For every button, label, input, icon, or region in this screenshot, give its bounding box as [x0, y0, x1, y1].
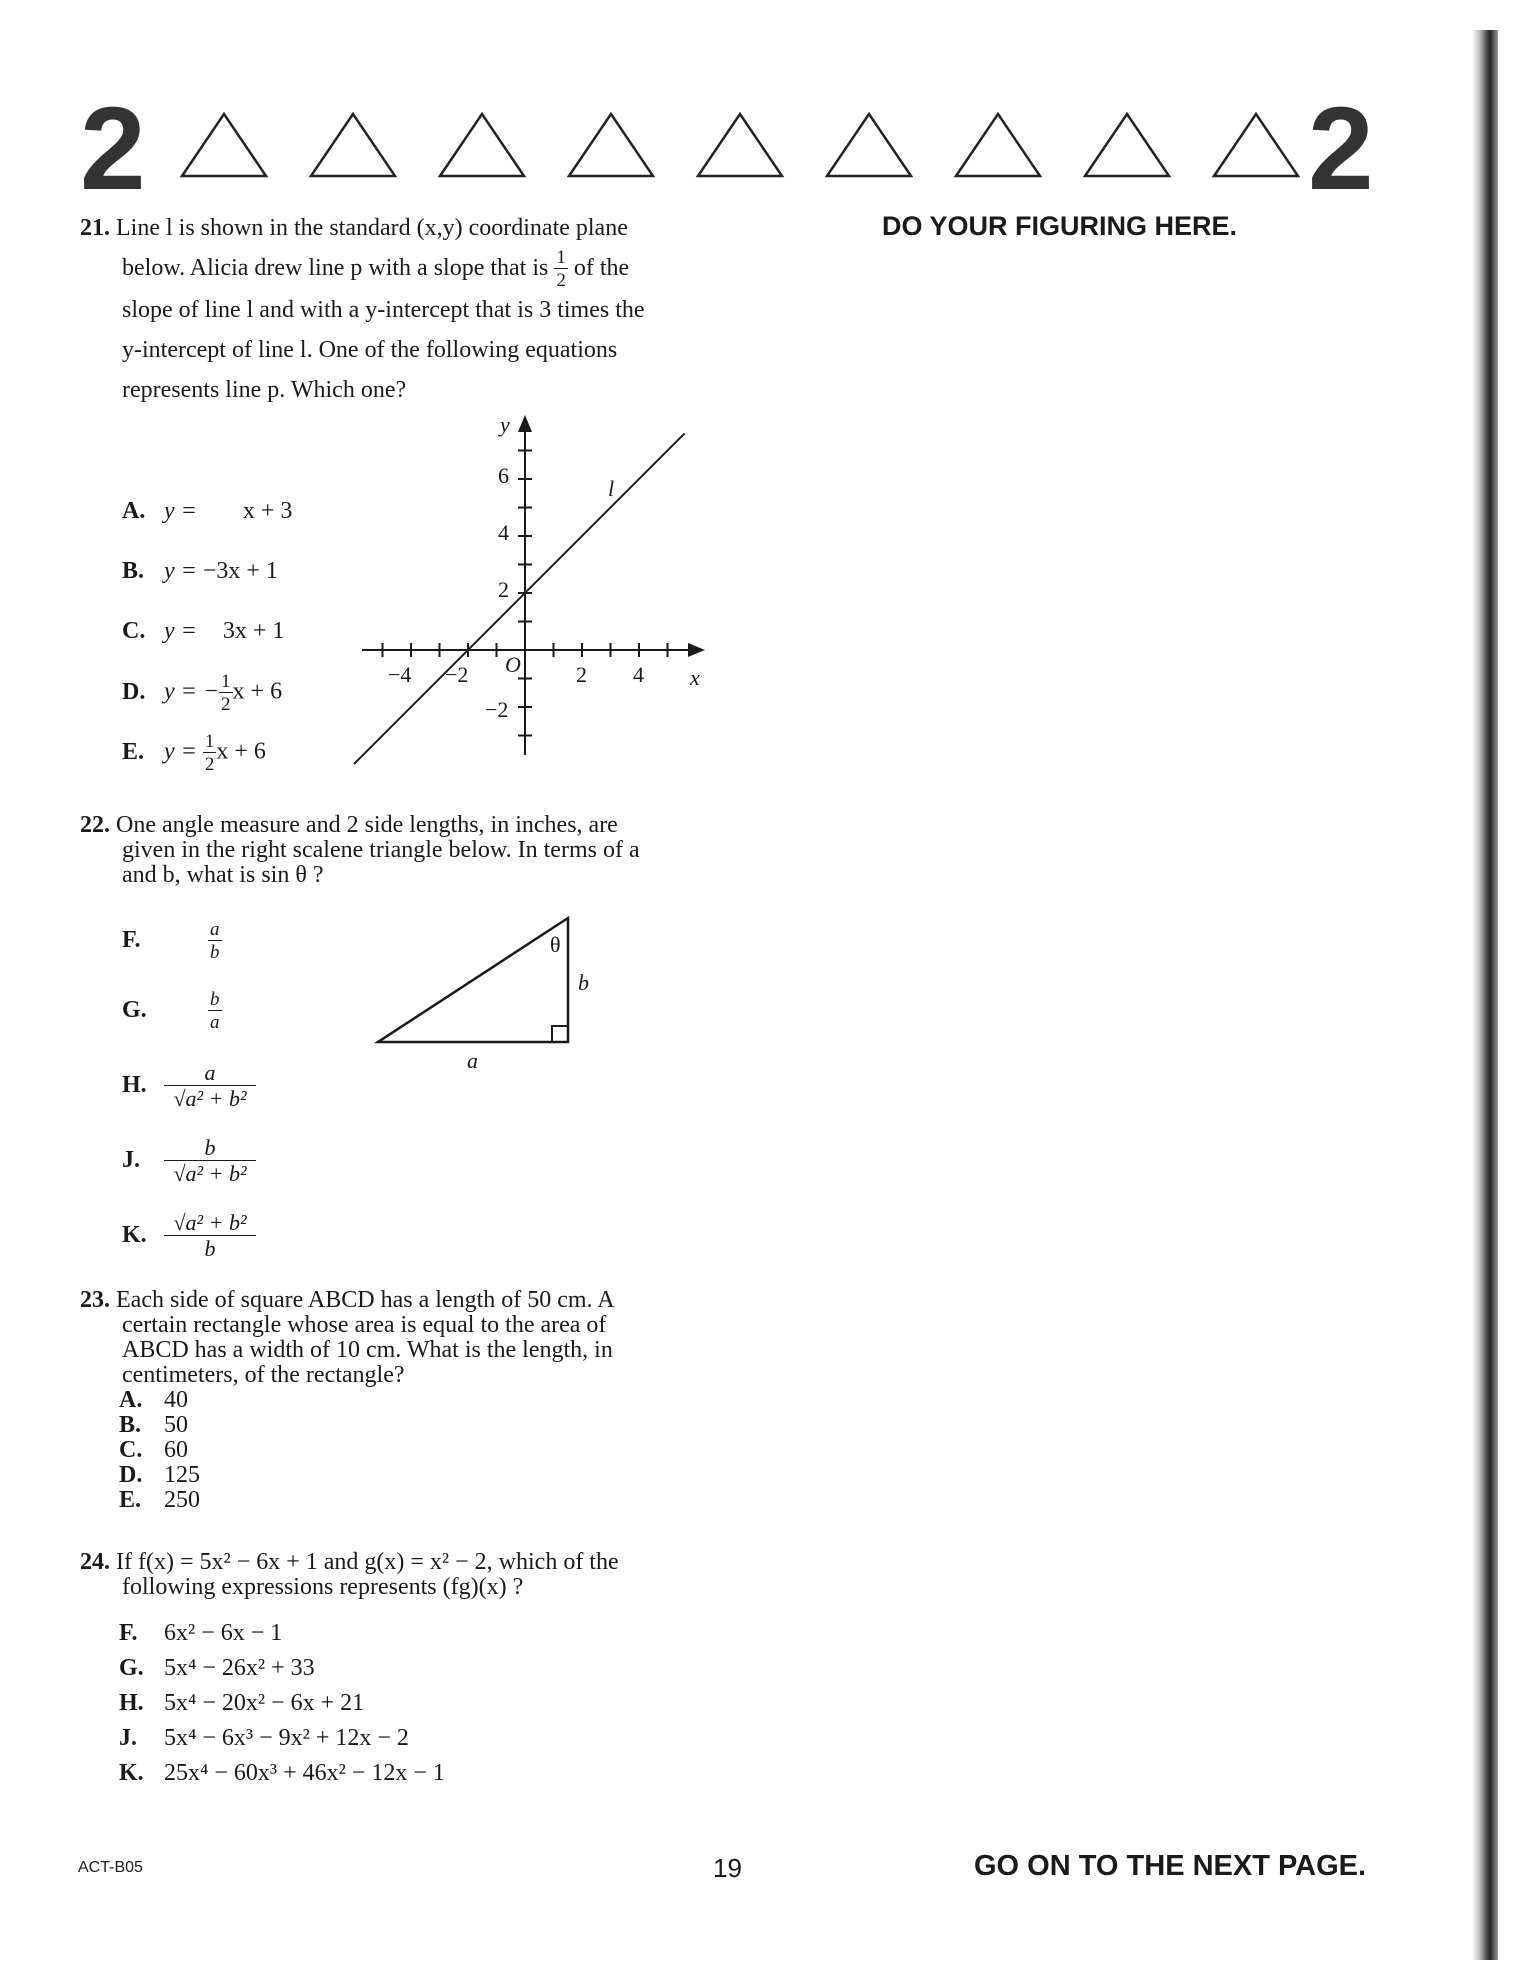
q23-line-2: certain rectangle whose area is equal to the area of [122, 1312, 607, 1338]
header-triangle-icon [698, 114, 782, 176]
q21-line-5: represents line p. Which one? [122, 377, 407, 404]
header-triangle-icon [182, 114, 266, 176]
header-triangle-icon [569, 114, 653, 176]
y-tick-2: 2 [498, 577, 509, 602]
q23-option-e[interactable]: E. 250 [119, 1487, 200, 1513]
x-tick-neg2: −2 [445, 662, 469, 687]
y-tick-neg2: −2 [485, 697, 509, 722]
line-l-label: l [608, 476, 615, 501]
question-21 [80, 208, 720, 410]
triangle-shape [378, 918, 568, 1042]
q23-option-c[interactable]: C. 60 [119, 1437, 188, 1463]
q21-option-c[interactable]: C. y = 3x + 1 [122, 618, 285, 644]
q22-line-1: One angle measure and 2 side lengths, in inches, are [116, 812, 618, 838]
x-axis-label: x [690, 665, 700, 690]
q21-option-b[interactable]: B. y = −3x + 1 [122, 558, 278, 584]
question-24: 24. If f(x) = 5x² − 6x + 1 and g(x) = x² − 2, which of the following expressions represents (fg)(x) ? [80, 1550, 720, 1600]
header-triangle-icon [956, 114, 1040, 176]
q21-line-3: slope of line l and with a y-intercept that is 3 times the [122, 297, 645, 324]
y-tick-4: 4 [498, 520, 509, 545]
y-axis-label: y [500, 412, 510, 437]
q21-line-4: y-intercept of line l. One of the following equations [122, 337, 618, 364]
angle-theta-label: θ [550, 932, 561, 957]
q22-line-2: given in the right scalene triangle below. In terms of a [122, 837, 640, 863]
q24-line-2: following expressions represents (fg)(x) ? [122, 1574, 524, 1600]
right-angle-mark [552, 1026, 568, 1042]
right-triangle [370, 910, 610, 1070]
header-triangle-icon [1085, 114, 1169, 176]
next-page-label: GO ON TO THE NEXT PAGE. [974, 1850, 1367, 1882]
side-a-label: a [467, 1048, 478, 1070]
q21-option-a[interactable]: A. y = x + 3 [122, 498, 293, 524]
q23-options [119, 1388, 200, 1513]
question-23: 23. Each side of square ABCD has a length of 50 cm. A certain rectangle whose area is equal to the area of ABCD has a width of 10 cm. What is the length, in centimeters, of the rectangle? [80, 1288, 720, 1388]
q22-option-f[interactable]: F. $\frac{a}{b}$ [122, 919, 220, 963]
q22-option-j[interactable]: J. $\frac{b}{\text{√a² + b²}}$ [122, 1137, 256, 1185]
x-tick-4: 4 [633, 662, 644, 687]
q24-line-1: If f(x) = 5x² − 6x + 1 and g(x) = x² − 2, which of the [116, 1549, 619, 1575]
q24-options [119, 1616, 445, 1791]
q22-line-3: and b, what is sin θ ? [122, 862, 324, 888]
x-tick-2: 2 [576, 662, 587, 687]
q23-option-a[interactable]: A. 40 [119, 1387, 188, 1413]
q24-option-g[interactable]: G. 5x⁴ − 26x² + 33 [119, 1655, 315, 1681]
q21-line-2b: of the [573, 255, 630, 281]
origin-label: O [505, 652, 521, 677]
q22-option-g[interactable]: G. $\frac{b}{a}$ [122, 989, 220, 1033]
section-number-right: 2 [1308, 83, 1374, 215]
question-number: 21. [80, 215, 110, 241]
header-triangle-icon [311, 114, 395, 176]
q23-option-d[interactable]: D. 125 [119, 1462, 200, 1488]
line-l [354, 433, 685, 764]
page-number: 19 [713, 1853, 742, 1883]
q24-option-j[interactable]: J. 5x⁴ − 6x³ − 9x² + 12x − 2 [119, 1725, 409, 1751]
coordinate-graph [350, 410, 720, 770]
q23-line-4: centimeters, of the rectangle? [122, 1362, 405, 1388]
header-triangle-icon [440, 114, 524, 176]
figuring-label: DO YOUR FIGURING HERE. [882, 211, 1238, 241]
q24-option-h[interactable]: H. 5x⁴ − 20x² − 6x + 21 [119, 1690, 365, 1716]
q23-option-b[interactable]: B. 50 [119, 1412, 188, 1438]
q22-option-k[interactable]: K. $\frac{\text{√a² + b²}}{b}$ [122, 1212, 256, 1260]
y-tick-6: 6 [498, 463, 509, 488]
q21-fraction: $\frac{1}{2}$ [556, 247, 566, 292]
q23-line-1: Each side of square ABCD has a length of 50 cm. A [116, 1287, 615, 1313]
header-triangles [170, 110, 1300, 185]
q22-option-h[interactable]: H. $\frac{a}{\text{√a² + b²}}$ [122, 1062, 256, 1110]
header-triangle-icon [1214, 114, 1298, 176]
q24-option-f[interactable]: F. 6x² − 6x − 1 [119, 1620, 283, 1646]
q21-option-e[interactable]: E. y = $\frac{1}{2}$ x + 6 [122, 731, 266, 775]
x-tick-neg4: −4 [388, 662, 412, 687]
q21-line-1: Line l is shown in the standard (x,y) coordinate plane [116, 215, 628, 241]
q24-option-k[interactable]: K. 25x⁴ − 60x³ + 46x² − 12x − 1 [119, 1760, 445, 1786]
header-triangle-icon [827, 114, 911, 176]
y-axis-arrow [518, 415, 532, 432]
binding-edge [1472, 30, 1498, 1960]
question-22: 22. One angle measure and 2 side lengths, in inches, are given in the right scalene triangle below. In terms of a and b, what is sin θ ? [80, 813, 720, 888]
q23-line-3: ABCD has a width of 10 cm. What is the length, in [122, 1337, 613, 1363]
q21-option-d[interactable]: D. y = − $\frac{1}{2}$ x + 6 [122, 671, 283, 715]
footer-code: ACT-B05 [78, 1859, 143, 1876]
side-b-label: b [578, 970, 589, 995]
x-axis-arrow [688, 643, 705, 657]
section-number-left: 2 [80, 83, 146, 215]
q21-line-2: below. Alicia drew line p with a slope that is [122, 255, 549, 281]
